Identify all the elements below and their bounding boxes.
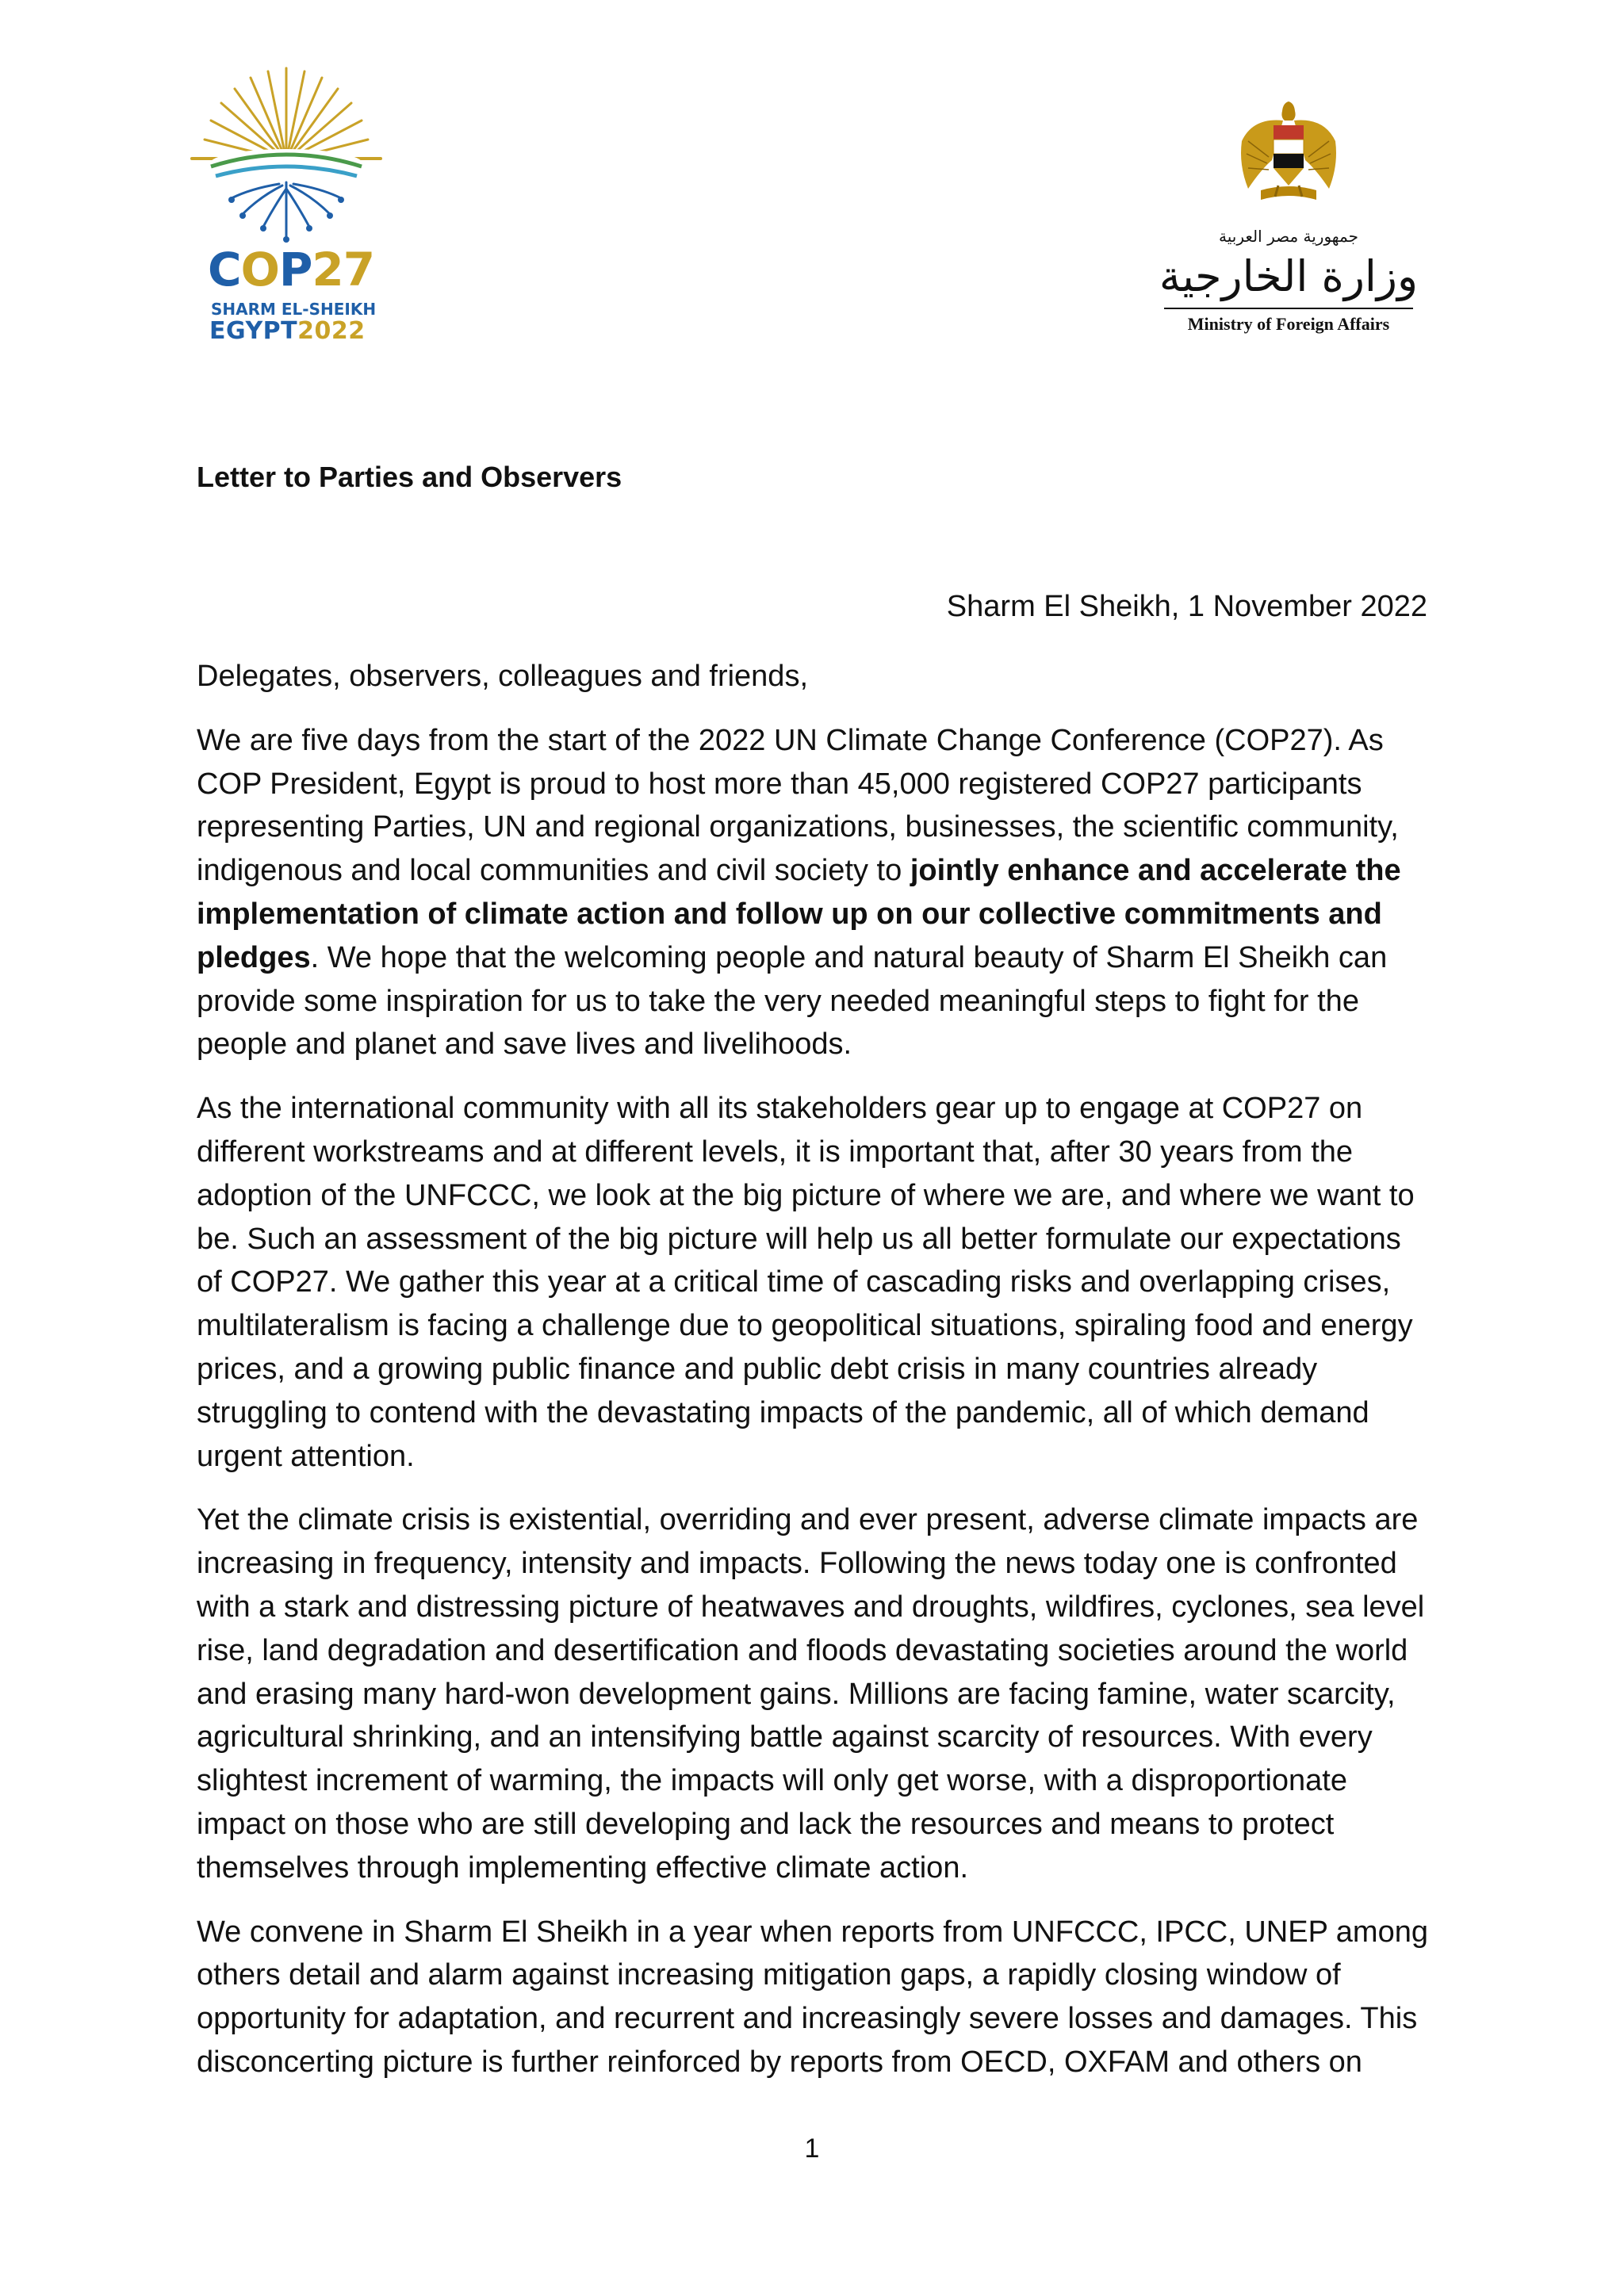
eagle-of-saladin-icon [1237, 94, 1340, 212]
cop27-location: SHARM EL-SHEIKH [211, 300, 377, 319]
date-line: Sharm El Sheikh, 1 November 2022 [946, 590, 1427, 623]
arabic-ministry-name: وزارة الخارجية [1159, 251, 1419, 301]
paragraph-1: We are five days from the start of the 2022 UN Climate Change Conference (COP27). As COP President, Egypt is proud to host more than 45,000 registered COP27 participants representing Parties, UN and regional organizations, businesses, the scientific community, indigenous and local communities and civil society to jointly enhance and accelerate the implementation of climate action and follow up on our collective commitments and pledges. We hope that the welcoming people and natural beauty of Sharm El Sheikh can provide some inspiration for us to take the very needed meaningful steps to fight for the people and planet and save lives and livelihoods. [197, 723, 1401, 1062]
cop27-wordmark: COP27 [208, 243, 375, 297]
ministry-english-name: Ministry of Foreign Affairs [1187, 314, 1390, 334]
paragraph-2: As the international community with all its stakeholders gear up to engage at COP27 on different workstreams and at different levels, it is important that, after 30 years from the adoption of the UNFCCC, we look at the big picture of where we are, and where we want to be. Such an assessment of the big picture will help us all better formulate our expectations of COP27. We gather this year at a critical time of cascading risks and overlapping crises, multilateralism is facing a challenge due to geopolitical situations, spiraling food and energy prices, and a growing public finance and public debt crisis in many countries already struggling to contend with the devastating impacts of the pandemic, all of which demand urgent attention. [197, 1092, 1415, 1473]
salutation: Delegates, observers, colleagues and friends, [197, 660, 809, 693]
ministry-logo [1158, 94, 1419, 347]
ministry-divider [1164, 308, 1413, 309]
page-number: 1 [804, 2133, 820, 2164]
paragraph-4: We convene in Sharm El Sheikh in a year when reports from UNFCCC, IPCC, UNEP among others detail and alarm against increasing mitigation gaps, a rapidly closing window of opportunity for adaptation, and recurrent and increasingly severe losses and damages. This disconcerting picture is further reinforced by reports from OECD, OXFAM and others on [197, 1915, 1428, 2079]
letter-body [197, 655, 1434, 2105]
letter-title: Letter to Parties and Observers [197, 461, 622, 493]
paragraph-3: Yet the climate crisis is existential, overriding and ever present, adverse climate impacts are increasing in frequency, intensity and impacts. Following the news today one is confronted with a stark and distressing picture of heatwaves and droughts, wildfires, cyclones, sea level rise, land degradation and desertification and floods devastating societies around the world and erasing many hard-won development gains. Millions are facing famine, water scarcity, agricultural shrinking, and an intensifying battle against scarcity of resources. With every slightest increment of warming, the impacts will only get worse, with a disproportionate impact on those who are still developing and lack the resources and means to protect themselves through implementing effective climate action. [197, 1503, 1425, 1885]
cop27-country-year: EGYPT2022 [209, 317, 366, 345]
cop27-logo [187, 63, 385, 349]
sun-tree-emblem [187, 63, 385, 246]
arabic-country-name: جمهورية مصر العربية [1219, 227, 1358, 246]
paragraph-1-emphasis: jointly enhance and accelerate the implementation of climate action and follow up on our collective commitments and pledges [197, 854, 1401, 974]
